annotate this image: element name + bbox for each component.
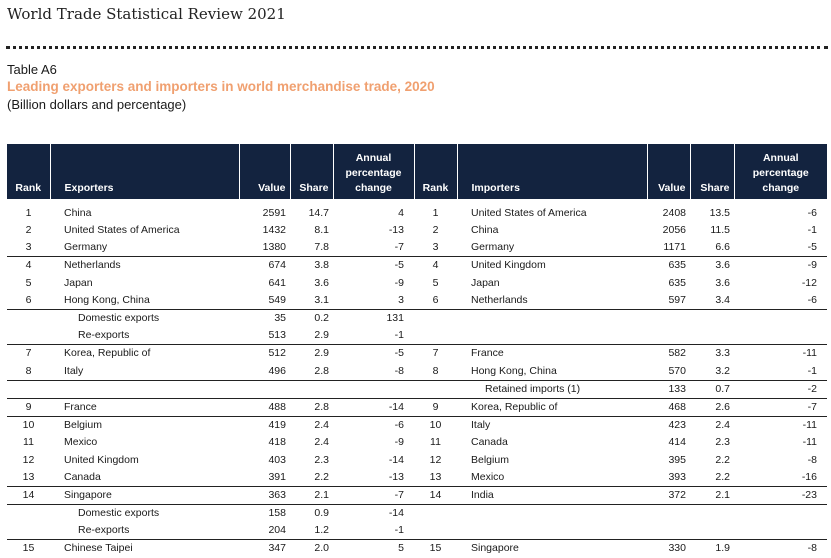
importer-name: China: [471, 224, 499, 237]
publication-title: World Trade Statistical Review 2021: [7, 5, 286, 23]
table-row: [7, 417, 827, 435]
exporter-name: Mexico: [64, 436, 98, 449]
exporter-rank: [7, 505, 50, 523]
importer-name: [457, 505, 647, 523]
table-row: [7, 469, 827, 487]
dotted-divider: [6, 46, 828, 49]
importer-change: -1: [807, 364, 817, 377]
exporter-value: 513: [268, 329, 286, 342]
importer-change: [734, 522, 827, 540]
exporter-rank: 15: [7, 540, 50, 558]
exporter-rank: [7, 522, 50, 540]
exporter-name: France: [50, 398, 239, 416]
exporter-share: 2.1: [290, 486, 333, 504]
importer-rank: 9: [414, 398, 457, 416]
header-change-line3: change: [762, 182, 800, 194]
importer-rank: [414, 309, 457, 327]
exporter-rank: 9: [7, 398, 50, 416]
importer-share: 0.7: [690, 380, 734, 398]
exporter-value: 391: [268, 470, 286, 483]
importer-name: Italy: [457, 417, 647, 435]
exporter-rank: [7, 380, 50, 398]
exporter-name: United Kingdom: [64, 453, 139, 466]
importer-share: 2.2: [715, 470, 730, 483]
importer-share: 11.5: [710, 224, 730, 237]
exporter-name: Italy: [64, 364, 84, 377]
importer-change: -7: [734, 398, 827, 416]
importer-change: [734, 309, 827, 327]
exporter-rank: 1: [25, 207, 32, 219]
exporter-change: 131: [333, 309, 414, 327]
importer-name: Mexico: [471, 470, 505, 483]
exporter-share: 2.4: [290, 417, 333, 435]
importer-share: 1.9: [690, 540, 734, 558]
importer-share: 3.6: [715, 276, 730, 289]
importer-name: Singapore: [457, 540, 647, 558]
exporter-name: [50, 380, 239, 398]
importer-rank: 14: [414, 486, 457, 504]
exporter-share: 14.7: [308, 207, 329, 219]
exporter-change: 5: [333, 540, 414, 558]
exporter-name: Netherlands: [50, 257, 239, 275]
exporter-change: 3: [398, 293, 404, 306]
importer-value: 2056: [662, 224, 686, 237]
importer-name: [457, 522, 647, 540]
exporter-share: 2.9: [314, 329, 329, 342]
importer-rank: 5: [432, 276, 439, 289]
exporter-name: Korea, Republic of: [50, 345, 239, 363]
exporter-value: 418: [268, 436, 286, 449]
importer-name: Germany: [471, 241, 515, 254]
exporter-change: -5: [333, 345, 414, 363]
exporter-rank: 6: [25, 293, 32, 306]
exporter-name: Canada: [64, 470, 101, 483]
exporter-share: 3.6: [314, 276, 329, 289]
importer-name: Canada: [471, 436, 508, 449]
importer-name: [457, 309, 647, 327]
importer-change: -1: [807, 224, 817, 237]
importer-change: -9: [734, 257, 827, 275]
importer-change: -11: [734, 345, 827, 363]
table-id: Table A6: [7, 62, 57, 77]
table-row: [7, 380, 827, 398]
importer-name: Belgium: [471, 453, 509, 466]
importer-rank: 11: [430, 436, 441, 449]
importer-rank: 3: [432, 241, 439, 254]
header-change-exporters: [333, 144, 414, 199]
exporter-share: 2.9: [290, 345, 333, 363]
exporter-value: 363: [239, 486, 290, 504]
exporter-change: [333, 380, 414, 398]
exporter-share: 0.9: [290, 505, 333, 523]
exporter-name: Chinese Taipei: [50, 540, 239, 558]
exporter-change: -1: [394, 524, 404, 537]
importer-value: 468: [647, 398, 690, 416]
importer-rank: 15: [414, 540, 457, 558]
importer-value: [647, 309, 690, 327]
exporter-name: Re-exports: [78, 329, 130, 342]
exporter-value: 158: [239, 505, 290, 523]
exporter-rank: 2: [25, 224, 32, 237]
importer-value: 395: [668, 453, 686, 466]
importer-share: 2.1: [690, 486, 734, 504]
exporter-rank: 4: [7, 257, 50, 275]
table-row: [7, 309, 827, 327]
header-change-line1: Annual: [762, 152, 799, 164]
table-row: [7, 345, 827, 363]
exporter-name: Singapore: [50, 486, 239, 504]
exporter-change: -6: [333, 417, 414, 435]
exporter-share: 3.8: [290, 257, 333, 275]
importer-rank: [414, 380, 457, 398]
table-row: [7, 292, 827, 310]
importer-name: Korea, Republic of: [457, 398, 647, 416]
importer-change: -2: [734, 380, 827, 398]
importer-name: India: [457, 486, 647, 504]
exporter-value: 419: [239, 417, 290, 435]
importer-value: 133: [647, 380, 690, 398]
exporter-share: 2.3: [314, 453, 329, 466]
exporter-change: -8: [394, 364, 404, 377]
importer-value: 330: [647, 540, 690, 558]
table-row: [7, 363, 827, 381]
importer-share: 2.4: [690, 417, 734, 435]
exporter-share: 2.2: [314, 470, 329, 483]
header-share-importers: Share: [690, 144, 734, 199]
importer-share: 6.6: [715, 241, 730, 254]
exporter-rank: 5: [25, 276, 32, 289]
exporter-change: -14: [333, 398, 414, 416]
importer-value: [647, 505, 690, 523]
exporter-rank: 3: [25, 241, 32, 254]
table-row: [7, 222, 827, 239]
exporter-value: 674: [239, 257, 290, 275]
exporter-change: -7: [394, 241, 404, 254]
header-rank-exporters: Rank: [7, 144, 50, 199]
importer-rank: [414, 505, 457, 523]
importer-rank: 4: [414, 257, 457, 275]
exporter-share: 2.8: [290, 398, 333, 416]
exporter-share: 2.0: [290, 540, 333, 558]
exporter-value: 2591: [262, 207, 286, 219]
importer-value: 582: [647, 345, 690, 363]
exporter-rank: 7: [7, 345, 50, 363]
table-row: [7, 275, 827, 292]
exporter-rank: 13: [22, 470, 35, 483]
importer-change: -6: [807, 207, 817, 219]
table-row: [7, 239, 827, 257]
header-value-exporters: Value: [239, 144, 290, 199]
importer-share: [690, 505, 734, 523]
header-change-line3: change: [355, 182, 392, 194]
importer-value: 423: [647, 417, 690, 435]
exporter-rank: 10: [7, 417, 50, 435]
exporter-value: 403: [268, 453, 286, 466]
importer-name: United States of America: [471, 207, 587, 219]
importer-value: 2408: [662, 207, 686, 219]
table-row: [7, 398, 827, 416]
exporter-share: 0.2: [290, 309, 333, 327]
exporter-name: Hong Kong, China: [64, 293, 150, 306]
exporter-change: -13: [388, 224, 404, 237]
importer-name: France: [457, 345, 647, 363]
exporter-rank: 12: [22, 453, 35, 466]
header-importers: Importers: [457, 144, 647, 199]
exporter-change: -1: [394, 329, 404, 342]
importer-rank: 6: [432, 293, 439, 306]
importer-value: 635: [647, 257, 690, 275]
importer-change: -16: [801, 470, 817, 483]
importer-share: 13.5: [709, 207, 730, 219]
importer-change: -12: [801, 276, 817, 289]
importer-share: 2.6: [690, 398, 734, 416]
exporter-name: Germany: [64, 241, 108, 254]
exporter-value: 347: [239, 540, 290, 558]
importer-name: Netherlands: [471, 293, 528, 306]
exporter-change: -7: [333, 486, 414, 504]
importer-change: -11: [802, 436, 817, 449]
importer-name: United Kingdom: [457, 257, 647, 275]
exporter-value: 1380: [262, 241, 286, 254]
importer-rank: 1: [432, 207, 439, 219]
table-row: [7, 486, 827, 504]
exporter-change: -9: [394, 276, 404, 289]
importer-rank: 2: [432, 224, 439, 237]
table-header-row: [7, 144, 827, 199]
exporter-name: Belgium: [50, 417, 239, 435]
exporter-change: -13: [388, 470, 404, 483]
importer-change: -23: [734, 486, 827, 504]
header-value-importers: Value: [647, 144, 690, 199]
exporter-value: 512: [239, 345, 290, 363]
exporter-value: 488: [239, 398, 290, 416]
importer-change: -5: [807, 241, 817, 254]
exporter-change: -14: [388, 453, 404, 466]
header-change-importers: [734, 144, 827, 199]
table-row: [7, 522, 827, 540]
table-row: [7, 434, 827, 451]
exporter-change: -14: [333, 505, 414, 523]
trade-table: [7, 144, 827, 558]
table-title: Leading exporters and importers in world merchandise trade, 2020: [7, 79, 435, 94]
exporter-share: 2.4: [314, 436, 329, 449]
exporter-value: 204: [268, 524, 286, 537]
importer-name: Hong Kong, China: [471, 364, 557, 377]
importer-value: [647, 327, 690, 345]
exporter-share: [290, 380, 333, 398]
exporter-value: 641: [268, 276, 286, 289]
header-rank-importers: Rank: [414, 144, 457, 199]
exporter-rank: 14: [7, 486, 50, 504]
header-change-line1: Annual: [355, 152, 392, 164]
exporter-name: Japan: [64, 276, 93, 289]
table-body: [7, 199, 827, 558]
exporter-name: China: [64, 207, 92, 219]
importer-value: 414: [668, 436, 686, 449]
exporter-value: 35: [239, 309, 290, 327]
importer-rank: 10: [414, 417, 457, 435]
importer-share: 2.2: [715, 453, 730, 466]
importer-value: 1171: [663, 241, 686, 254]
header-change-line2: percentage: [345, 167, 402, 179]
exporter-rank: 11: [23, 436, 34, 449]
importer-rank: 13: [429, 470, 442, 483]
importer-name: [457, 327, 647, 345]
exporter-rank: [7, 327, 50, 345]
importer-change: [734, 505, 827, 523]
importer-name: Japan: [471, 276, 500, 289]
exporter-share: 2.8: [314, 364, 329, 377]
importer-rank: 7: [414, 345, 457, 363]
importer-value: [647, 522, 690, 540]
importer-value: 635: [668, 276, 686, 289]
table-row: [7, 327, 827, 345]
exporter-change: 4: [398, 207, 404, 219]
importer-share: [690, 327, 734, 345]
importer-value: 372: [647, 486, 690, 504]
exporter-name: United States of America: [64, 224, 180, 237]
importer-rank: [414, 327, 457, 345]
importer-value: 597: [668, 293, 686, 306]
importer-rank: 8: [432, 364, 439, 377]
importer-rank: 12: [429, 453, 442, 466]
table-subtitle: (Billion dollars and percentage): [7, 97, 187, 112]
exporter-name: Domestic exports: [50, 505, 239, 523]
table-row: [7, 199, 827, 222]
exporter-value: [239, 380, 290, 398]
importer-value: 570: [668, 364, 686, 377]
exporter-rank: [7, 309, 50, 327]
exporter-name: Re-exports: [78, 524, 130, 537]
table-row: [7, 540, 827, 558]
header-change-line2: percentage: [752, 167, 809, 179]
table-row: [7, 505, 827, 523]
importer-share: 3.4: [715, 293, 730, 306]
importer-name: Retained imports (1): [457, 380, 647, 398]
importer-share: 3.2: [715, 364, 730, 377]
importer-share: [690, 309, 734, 327]
exporter-change: -5: [333, 257, 414, 275]
exporter-value: 549: [268, 293, 286, 306]
importer-share: 2.3: [715, 436, 730, 449]
importer-rank: [414, 522, 457, 540]
exporter-rank: 8: [25, 364, 32, 377]
header-share-exporters: Share: [290, 144, 333, 199]
table-row: [7, 451, 827, 468]
exporter-share: 3.1: [314, 293, 329, 306]
exporter-share: 1.2: [314, 524, 329, 537]
importer-share: [690, 522, 734, 540]
exporter-name: Domestic exports: [50, 309, 239, 327]
importer-change: -8: [807, 453, 817, 466]
exporter-share: 7.8: [314, 241, 329, 254]
importer-value: 393: [668, 470, 686, 483]
exporter-value: 1432: [262, 224, 286, 237]
header-exporters: Exporters: [50, 144, 239, 199]
exporter-share: 8.1: [314, 224, 329, 237]
importer-share: 3.6: [690, 257, 734, 275]
importer-change: -11: [734, 417, 827, 435]
importer-share: 3.3: [690, 345, 734, 363]
table-row: [7, 257, 827, 275]
exporter-value: 496: [268, 364, 286, 377]
exporter-change: -9: [394, 436, 404, 449]
importer-change: [734, 327, 827, 345]
importer-change: -6: [807, 293, 817, 306]
importer-change: -8: [734, 540, 827, 558]
